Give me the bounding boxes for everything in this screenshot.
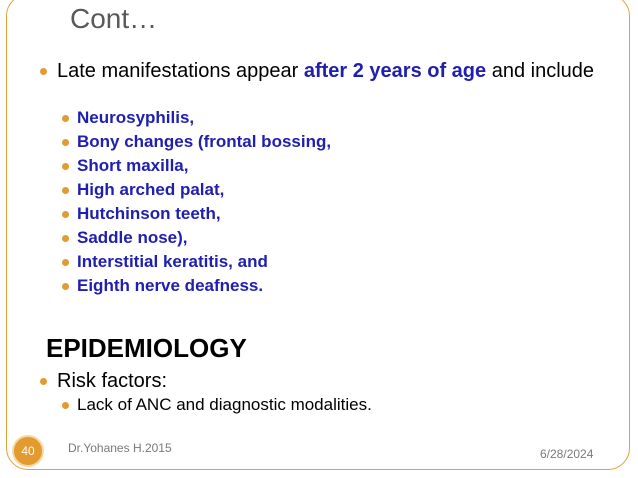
risk-factors-bullet xyxy=(40,370,167,392)
bullet-dot-icon xyxy=(40,378,47,385)
bullet-dot-icon xyxy=(62,139,69,146)
list-item xyxy=(62,228,188,248)
intro-text-before: Late manifestations appear xyxy=(57,60,304,82)
bullet-dot-icon xyxy=(62,163,69,170)
list-item-text: Hutchinson teeth, xyxy=(77,204,221,223)
list-item xyxy=(62,395,372,415)
bullet-dot-icon xyxy=(62,259,69,266)
intro-bullet xyxy=(40,60,600,82)
bullet-dot-icon xyxy=(62,211,69,218)
list-item-text: Saddle nose), xyxy=(77,228,188,247)
bullet-dot-icon xyxy=(40,68,47,75)
list-item xyxy=(62,108,194,128)
list-item xyxy=(62,204,221,224)
intro-text xyxy=(57,60,594,82)
page-number-badge: 40 xyxy=(12,435,44,467)
intro-text-after: and include xyxy=(486,60,595,82)
risk-factors-label: Risk factors: xyxy=(57,370,168,392)
list-item xyxy=(62,156,188,176)
footer-author: Dr.Yohanes H.2015 xyxy=(68,441,172,455)
list-item-text: Interstitial keratitis, and xyxy=(77,252,268,271)
list-item-text: Neurosyphilis, xyxy=(77,108,195,127)
list-item xyxy=(62,132,331,152)
list-item xyxy=(62,276,263,296)
bullet-dot-icon xyxy=(62,115,69,122)
list-item-text: Lack of ANC and diagnostic modalities. xyxy=(77,395,372,414)
bullet-dot-icon xyxy=(62,283,69,290)
bullet-dot-icon xyxy=(62,187,69,194)
bullet-dot-icon xyxy=(62,402,69,409)
list-item-text: Eighth nerve deafness. xyxy=(77,276,264,295)
intro-text-highlight: after 2 years of age xyxy=(303,60,487,82)
list-item-text: Short maxilla, xyxy=(77,156,189,175)
section-heading: EPIDEMIOLOGY xyxy=(46,333,247,363)
slide-title: Cont… xyxy=(70,3,158,34)
list-item-text: Bony changes (frontal bossing, xyxy=(77,132,332,151)
footer-date: 6/28/2024 xyxy=(540,447,594,461)
list-item xyxy=(62,252,268,272)
bullet-dot-icon xyxy=(62,235,69,242)
list-item xyxy=(62,180,224,200)
list-item-text: High arched palat, xyxy=(77,180,225,199)
